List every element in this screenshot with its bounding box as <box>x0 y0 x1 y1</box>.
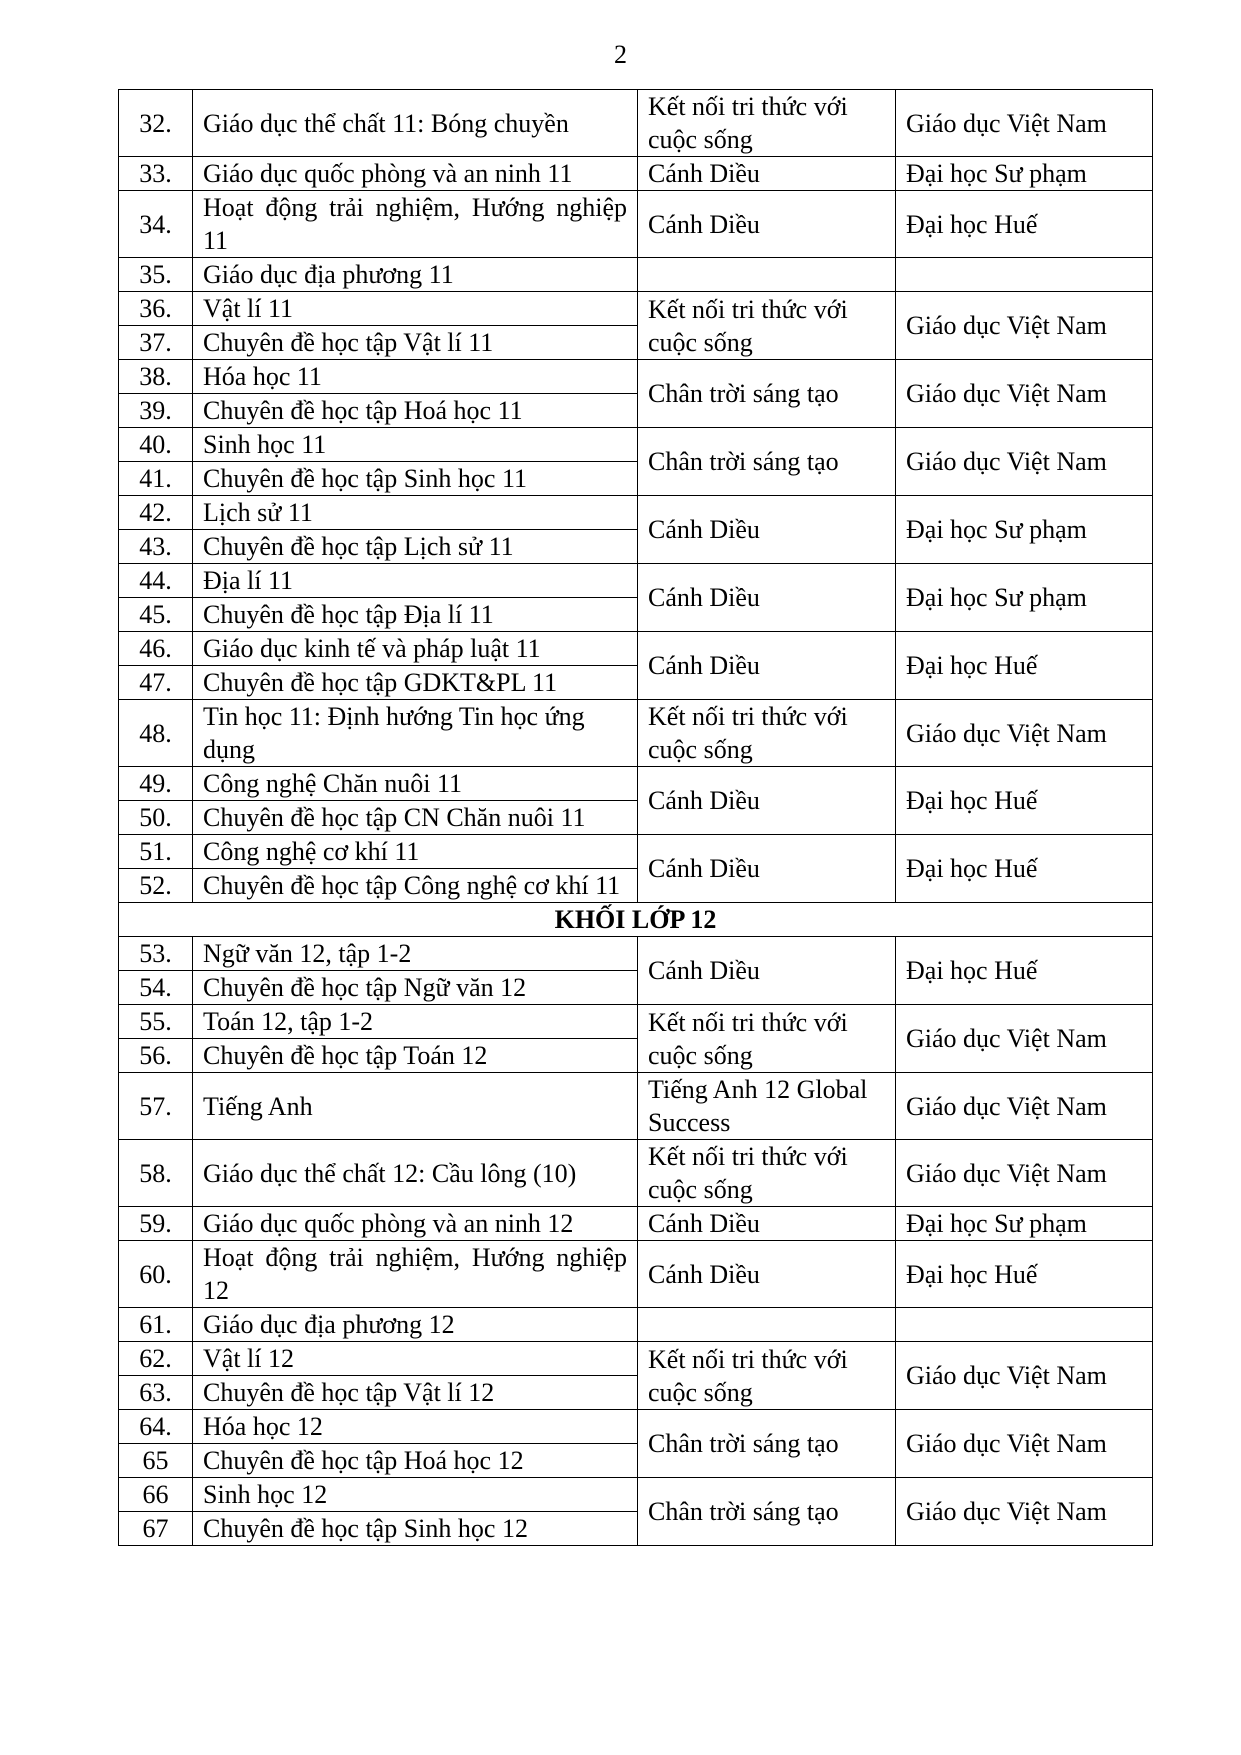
book-title: Chuyên đề học tập Địa lí 11 <box>193 598 638 632</box>
table-row <box>119 937 1153 971</box>
row-number: 34. <box>119 191 193 258</box>
table-row <box>119 1207 1153 1241</box>
row-number: 37. <box>119 326 193 360</box>
book-title: Giáo dục thể chất 12: Cầu lông (10) <box>193 1140 638 1207</box>
publisher: Đại học Huế <box>896 835 1153 903</box>
row-number: 51. <box>119 835 193 869</box>
row-number: 56. <box>119 1039 193 1073</box>
table-row <box>119 360 1153 394</box>
publisher: Giáo dục Việt Nam <box>896 1073 1153 1140</box>
book-title: Hóa học 11 <box>193 360 638 394</box>
row-number: 60. <box>119 1241 193 1308</box>
row-number: 63. <box>119 1376 193 1410</box>
book-title: Sinh học 12 <box>193 1478 638 1512</box>
book-title: Công nghệ cơ khí 11 <box>193 835 638 869</box>
page-number: 2 <box>614 40 627 69</box>
book-title: Chuyên đề học tập Công nghệ cơ khí 11 <box>193 869 638 903</box>
table-row <box>119 767 1153 801</box>
publisher: Giáo dục Việt Nam <box>896 360 1153 428</box>
book-title: Hoạt động trải nghiệm, Hướng nghiệp 12 <box>193 1241 638 1308</box>
row-number: 41. <box>119 462 193 496</box>
book-title: Vật lí 11 <box>193 292 638 326</box>
book-series: Kết nối tri thức với cuộc sống <box>638 292 896 360</box>
book-series: Kết nối tri thức với cuộc sống <box>638 1140 896 1207</box>
book-title: Tiếng Anh <box>193 1073 638 1140</box>
row-number: 55. <box>119 1005 193 1039</box>
book-series: Kết nối tri thức với cuộc sống <box>638 1342 896 1410</box>
publisher: Đại học Sư phạm <box>896 564 1153 632</box>
book-title: Chuyên đề học tập CN Chăn nuôi 11 <box>193 801 638 835</box>
book-title: Giáo dục quốc phòng và an ninh 11 <box>193 157 638 191</box>
book-title: Tin học 11: Định hướng Tin học ứng dụng <box>193 700 638 767</box>
publisher: Giáo dục Việt Nam <box>896 428 1153 496</box>
book-title: Sinh học 11 <box>193 428 638 462</box>
book-series: Kết nối tri thức với cuộc sống <box>638 1005 896 1073</box>
publisher: Đại học Huế <box>896 191 1153 258</box>
book-title: Hóa học 12 <box>193 1410 638 1444</box>
book-title: Chuyên đề học tập Lịch sử 11 <box>193 530 638 564</box>
book-title: Chuyên đề học tập Hoá học 11 <box>193 394 638 428</box>
table-row <box>119 1308 1153 1342</box>
row-number: 46. <box>119 632 193 666</box>
table-row <box>119 1478 1153 1512</box>
book-title: Giáo dục địa phương 11 <box>193 258 638 292</box>
table-row <box>119 632 1153 666</box>
book-title: Chuyên đề học tập GDKT&PL 11 <box>193 666 638 700</box>
publisher <box>896 1308 1153 1342</box>
publisher: Đại học Sư phạm <box>896 157 1153 191</box>
section-heading: KHỐI LỚP 12 <box>119 903 1153 937</box>
row-number: 39. <box>119 394 193 428</box>
table-row <box>119 191 1153 258</box>
row-number: 54. <box>119 971 193 1005</box>
book-series: Cánh Diều <box>638 937 896 1005</box>
table-row <box>119 428 1153 462</box>
table-row <box>119 258 1153 292</box>
book-series: Cánh Diều <box>638 767 896 835</box>
row-number: 59. <box>119 1207 193 1241</box>
publisher: Giáo dục Việt Nam <box>896 1005 1153 1073</box>
row-number: 57. <box>119 1073 193 1140</box>
table-row <box>119 564 1153 598</box>
row-number: 32. <box>119 90 193 157</box>
book-title: Giáo dục quốc phòng và an ninh 12 <box>193 1207 638 1241</box>
book-series: Chân trời sáng tạo <box>638 428 896 496</box>
row-number: 66 <box>119 1478 193 1512</box>
table-row <box>119 90 1153 157</box>
book-title: Toán 12, tập 1-2 <box>193 1005 638 1039</box>
book-series: Kết nối tri thức với cuộc sống <box>638 90 896 157</box>
row-number: 48. <box>119 700 193 767</box>
book-series: Cánh Diều <box>638 835 896 903</box>
book-series: Tiếng Anh 12 Global Success <box>638 1073 896 1140</box>
grade-12-rows <box>119 937 1153 1546</box>
book-series: Chân trời sáng tạo <box>638 1410 896 1478</box>
textbook-table <box>118 89 1153 1546</box>
book-title: Chuyên đề học tập Sinh học 11 <box>193 462 638 496</box>
book-series <box>638 258 896 292</box>
row-number: 52. <box>119 869 193 903</box>
row-number: 35. <box>119 258 193 292</box>
table-row <box>119 157 1153 191</box>
book-title: Giáo dục địa phương 12 <box>193 1308 638 1342</box>
row-number: 38. <box>119 360 193 394</box>
book-title: Chuyên đề học tập Vật lí 12 <box>193 1376 638 1410</box>
book-title: Lịch sử 11 <box>193 496 638 530</box>
publisher: Đại học Sư phạm <box>896 496 1153 564</box>
row-number: 50. <box>119 801 193 835</box>
row-number: 65 <box>119 1444 193 1478</box>
row-number: 45. <box>119 598 193 632</box>
book-series: Cánh Diều <box>638 191 896 258</box>
row-number: 43. <box>119 530 193 564</box>
book-title: Giáo dục kinh tế và pháp luật 11 <box>193 632 638 666</box>
publisher: Giáo dục Việt Nam <box>896 1342 1153 1410</box>
row-number: 40. <box>119 428 193 462</box>
row-number: 47. <box>119 666 193 700</box>
table-row <box>119 1140 1153 1207</box>
book-series: Cánh Diều <box>638 1241 896 1308</box>
row-number: 62. <box>119 1342 193 1376</box>
publisher: Giáo dục Việt Nam <box>896 1410 1153 1478</box>
publisher: Giáo dục Việt Nam <box>896 700 1153 767</box>
book-title: Hoạt động trải nghiệm, Hướng nghiệp 11 <box>193 191 638 258</box>
publisher: Giáo dục Việt Nam <box>896 1478 1153 1546</box>
book-series: Cánh Diều <box>638 157 896 191</box>
table-row <box>119 1342 1153 1376</box>
book-series: Chân trời sáng tạo <box>638 1478 896 1546</box>
grade-11-rows <box>119 90 1153 903</box>
row-number: 33. <box>119 157 193 191</box>
publisher: Đại học Huế <box>896 767 1153 835</box>
book-title: Chuyên đề học tập Toán 12 <box>193 1039 638 1073</box>
row-number: 58. <box>119 1140 193 1207</box>
book-title: Chuyên đề học tập Sinh học 12 <box>193 1512 638 1546</box>
row-number: 44. <box>119 564 193 598</box>
row-number: 42. <box>119 496 193 530</box>
table-row <box>119 292 1153 326</box>
book-title: Công nghệ Chăn nuôi 11 <box>193 767 638 801</box>
publisher: Giáo dục Việt Nam <box>896 90 1153 157</box>
book-title: Chuyên đề học tập Vật lí 11 <box>193 326 638 360</box>
row-number: 67 <box>119 1512 193 1546</box>
book-series: Cánh Diều <box>638 1207 896 1241</box>
table-row <box>119 1241 1153 1308</box>
row-number: 61. <box>119 1308 193 1342</box>
book-series <box>638 1308 896 1342</box>
publisher: Đại học Sư phạm <box>896 1207 1153 1241</box>
book-series: Cánh Diều <box>638 632 896 700</box>
book-title: Giáo dục thể chất 11: Bóng chuyền <box>193 90 638 157</box>
row-number: 53. <box>119 937 193 971</box>
book-series: Cánh Diều <box>638 496 896 564</box>
publisher: Giáo dục Việt Nam <box>896 292 1153 360</box>
publisher: Đại học Huế <box>896 1241 1153 1308</box>
book-series: Kết nối tri thức với cuộc sống <box>638 700 896 767</box>
publisher: Đại học Huế <box>896 632 1153 700</box>
book-title: Ngữ văn 12, tập 1-2 <box>193 937 638 971</box>
table-row <box>119 835 1153 869</box>
book-title: Địa lí 11 <box>193 564 638 598</box>
book-title: Chuyên đề học tập Ngữ văn 12 <box>193 971 638 1005</box>
publisher: Đại học Huế <box>896 937 1153 1005</box>
table-row <box>119 1005 1153 1039</box>
table-row <box>119 700 1153 767</box>
row-number: 64. <box>119 1410 193 1444</box>
book-title: Vật lí 12 <box>193 1342 638 1376</box>
section-heading-row <box>119 903 1153 937</box>
publisher <box>896 258 1153 292</box>
row-number: 49. <box>119 767 193 801</box>
table-row <box>119 1410 1153 1444</box>
book-series: Chân trời sáng tạo <box>638 360 896 428</box>
publisher: Giáo dục Việt Nam <box>896 1140 1153 1207</box>
table-row <box>119 1073 1153 1140</box>
book-series: Cánh Diều <box>638 564 896 632</box>
grade-12-section <box>119 903 1153 937</box>
row-number: 36. <box>119 292 193 326</box>
table-row <box>119 496 1153 530</box>
book-title: Chuyên đề học tập Hoá học 12 <box>193 1444 638 1478</box>
